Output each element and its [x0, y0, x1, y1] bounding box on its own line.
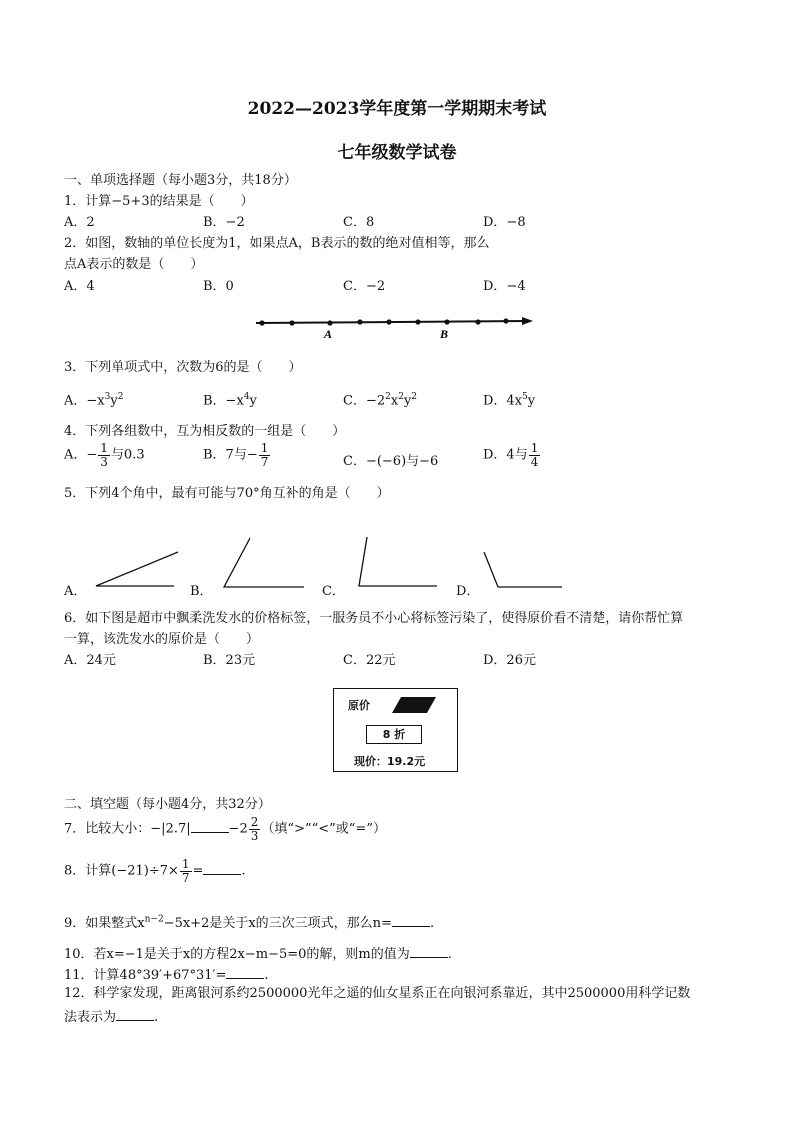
- q7: 7．比较大小：−|2.7| −2 $\frac{2}{3}$ （填“>”“<”或“=”）: [64, 815, 386, 843]
- q4-option-c: C．−(−6)与−6: [343, 454, 439, 469]
- q5-option-a: A．: [64, 584, 87, 599]
- q11-answer-blank: [226, 966, 264, 979]
- q5-option-c: C．: [322, 584, 345, 599]
- q2-option-b: B．0: [203, 279, 234, 294]
- q2-stem-line1: 2．如图，数轴的单位长度为1，如果点A，B表示的数的绝对值相等，那么: [64, 236, 490, 251]
- q12-line1: 12．科学家发现，距离银河系约2500000光年之遥的仙女星系正在向银河系靠近，其中2500000用科学记数: [64, 986, 691, 1001]
- q2-stem-line2: 点A表示的数是（ ）: [64, 257, 204, 272]
- q12-answer-blank: [116, 1008, 154, 1021]
- q11: 11．计算48°39′+67°31′= .: [64, 968, 269, 983]
- exam-subtitle: 七年级数学试卷: [337, 143, 457, 163]
- q7-answer-blank: [191, 820, 229, 833]
- point-b-label: B: [440, 327, 449, 341]
- q6-option-d: D．26元: [483, 653, 536, 668]
- q2-option-c: C．−2: [343, 279, 386, 294]
- q1-option-c: C．8: [343, 215, 375, 230]
- q9: 9．如果整式$x^{n-2}-5x+2$是关于x的三次三项式，那么n= .: [64, 914, 435, 931]
- q10: 10．若x=−1是关于x的方程2x−m−5=0的解，则m的值为 .: [64, 947, 452, 962]
- q3-option-a: A．$-x^3y^2$: [64, 392, 124, 409]
- q10-answer-blank: [410, 945, 448, 958]
- q5-option-b: B．: [190, 584, 213, 599]
- q6-stem-line2: 一算，该洗发水的原价是（ ）: [64, 632, 260, 647]
- angle-figure-d: [480, 548, 568, 590]
- q6-option-a: A．24元: [64, 653, 116, 668]
- q4-stem: 4．下列各组数中，互为相反数的一组是（ ）: [64, 424, 346, 439]
- q1-option-b: B．−2: [203, 215, 245, 230]
- q2-option-d: D．−4: [483, 279, 526, 294]
- number-line-figure: [250, 310, 540, 345]
- q5-stem: 5．下列4个角中，最有可能与70°角互补的角是（ ）: [64, 486, 390, 501]
- exam-title: 2022—2023学年度第一学期期末考试: [247, 99, 547, 119]
- q6-stem-line1: 6．如下图是超市中飘柔洗发水的价格标签，一服务员不小心将标签污染了，使得原价看不清楚，请你帮忙算: [64, 611, 684, 626]
- q9-answer-blank: [392, 914, 430, 927]
- q3-option-c: C．$-2^2x^2y^2$: [343, 392, 418, 409]
- angle-figure-c: [353, 535, 443, 590]
- q4-option-a: A．− $\frac{1}{3}$ 与0.3: [64, 441, 145, 469]
- q6-option-c: C．22元: [343, 653, 396, 668]
- price-tag: [333, 688, 458, 772]
- q3-option-b: B．$-x^4y$: [203, 392, 257, 409]
- tag-current-price: 现价：19.2元: [354, 755, 426, 768]
- section1-heading: 一、单项选择题（每小题3分，共18分）: [64, 173, 297, 188]
- point-a-label: A: [324, 327, 333, 341]
- stain-mark: [391, 696, 437, 714]
- q3-option-d: D．$4x^5y$: [483, 392, 536, 409]
- q2-option-a: A．4: [64, 279, 95, 294]
- angle-figure-b: [220, 536, 310, 590]
- q6-option-b: B．23元: [203, 653, 256, 668]
- q12-line2: 法表示为 .: [64, 1010, 159, 1025]
- q4-option-d: D．4与 $\frac{1}{4}$: [483, 441, 539, 469]
- q1-option-a: A．2: [64, 215, 95, 230]
- q1-option-d: D．−8: [483, 215, 526, 230]
- section2-heading: 二、填空题（每小题4分，共32分）: [64, 797, 271, 812]
- q4-option-b: B．7与− $\frac{1}{7}$: [203, 441, 269, 469]
- q5-option-d: D．: [456, 584, 480, 599]
- tag-discount-box: 8 折: [366, 725, 422, 744]
- angle-figure-a: [92, 548, 182, 590]
- q1-stem: 1．计算−5+3的结果是（ ）: [64, 194, 254, 209]
- q8-answer-blank: [203, 862, 241, 875]
- tag-original-price-label: 原价: [348, 699, 370, 712]
- q8: 8．计算(−21)÷7× $\frac{1}{7}$ = .: [64, 857, 246, 885]
- q3-stem: 3．下列单项式中，次数为6的是（ ）: [64, 360, 302, 375]
